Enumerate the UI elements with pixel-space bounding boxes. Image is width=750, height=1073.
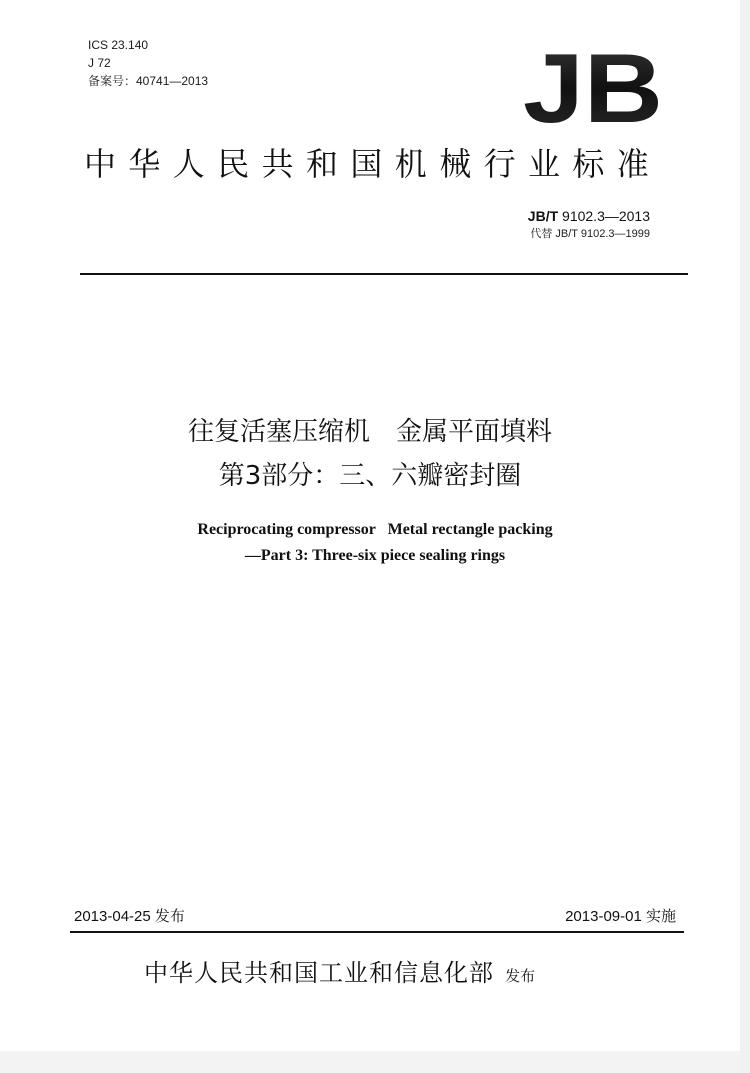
viewer-scroll-edge [740,0,750,1073]
replaces-standard: 代替 JB/T 9102.3—1999 [530,228,650,240]
chinese-title-line-1: 往复活塞压缩机 金属平面填料 [187,417,552,447]
page-bottom-edge [0,1051,740,1073]
jb-logo [518,44,668,134]
english-title-line-2: —Part 3: Three-six piece sealing rings [244,547,506,564]
standard-code-block [528,206,650,242]
standard-code-prefix: JB/T [527,208,559,224]
record-number: 备案号：40741—2013 [88,74,209,88]
ics-code: ICS 23.140 [88,38,149,52]
chinese-title-line-2: 第3部分：三、六瓣密封圈 [218,461,522,491]
publish-label: 发布 [505,967,536,985]
standard-code-number: 9102.3—2013 [562,208,650,224]
english-title-line-1: Reciprocating compressor Metal rectangle packing [197,521,553,538]
jb-logo-text: JB [523,44,663,134]
standard-code [528,206,650,226]
english-title [0,517,750,569]
top-divider [80,273,688,275]
chinese-title [0,410,740,498]
ccs-code: J 72 [88,56,111,70]
issuing-authority [144,953,535,988]
issuing-organization: 中华人民共和国工业和信息化部 [144,959,494,987]
bottom-divider [70,931,684,933]
standard-category-title: 中华人民共和国机械行业标准 [84,145,662,183]
implementation-date: 2013-09-01 实施 [565,908,676,925]
issue-date: 2013-04-25 发布 [74,908,185,925]
classification-block [88,36,208,90]
